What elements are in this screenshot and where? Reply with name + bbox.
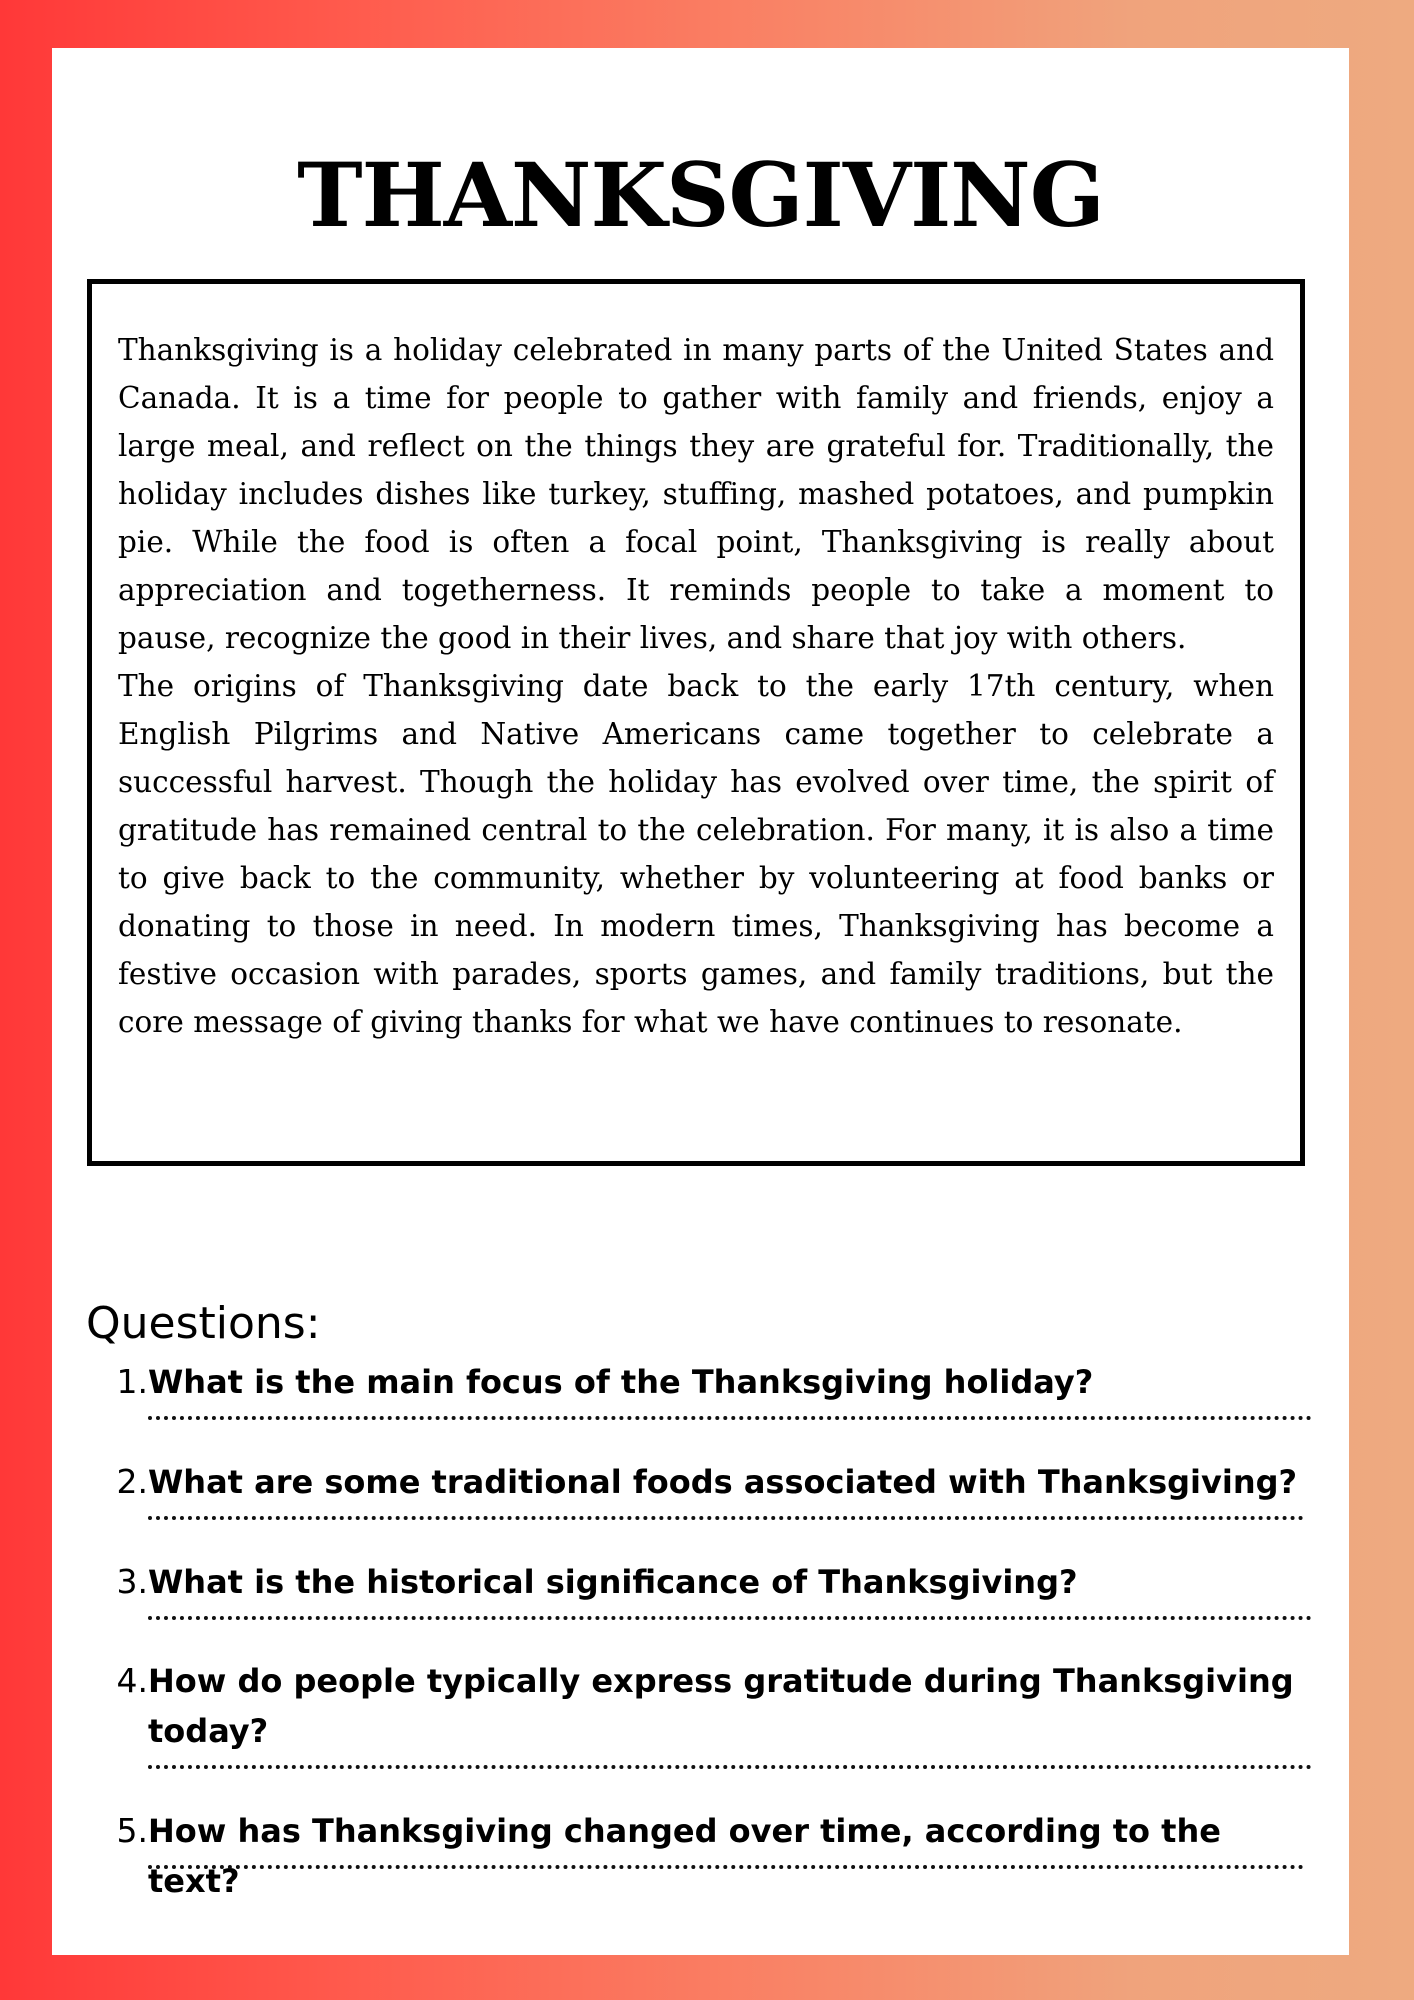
answer-line[interactable] <box>148 1765 1312 1769</box>
question-number: 4. <box>116 1661 148 1700</box>
worksheet-page <box>52 48 1349 1955</box>
questions-heading: Questions: <box>86 1298 321 1349</box>
answer-line[interactable] <box>148 1416 1312 1420</box>
question-number: 1. <box>116 1362 148 1401</box>
answer-line[interactable] <box>148 1865 1304 1869</box>
question-number: 3. <box>116 1562 148 1601</box>
question-number: 2. <box>116 1462 148 1501</box>
question-text: How has Thanksgiving changed over time, according to the text? <box>148 1812 1221 1900</box>
reading-passage-box <box>87 279 1305 1166</box>
page-title: THANKSGIVING <box>297 143 1104 247</box>
question-text: What is the main focus of the Thanksgiving holiday? <box>148 1363 1094 1401</box>
question-number: 5. <box>116 1811 148 1850</box>
answer-line[interactable] <box>148 1616 1312 1620</box>
answer-line[interactable] <box>148 1516 1304 1520</box>
passage-paragraph-2: The origins of Thanksgiving date back to the early 17th century, when English Pilgrims and Native Americans came together to celebrate a successful harvest. Though the holiday has evolved over time, the spirit of gratitude has remained central to the celebration. For many, it is also a time to give back to the community, whether by volunteering at food banks or donating to those in need. In modern times, Thanksgiving has become a festive occasion with parades, sports games, and family traditions, but the core message of giving thanks for what we have continues to resonate. <box>118 669 1274 1039</box>
question-text: How do people typically express gratitude during Thanksgiving today? <box>148 1662 1294 1750</box>
passage-paragraph-1: Thanksgiving is a holiday celebrated in many parts of the United States and Canada. It is a time for people to gather with family and friends, enjoy a large meal, and reflect on the things they are grateful for. Traditionally, the holiday includes dishes like turkey, stuffing, mashed potatoes, and pumpkin pie. While the food is often a focal point, Thanksgiving is really about appreciation and togetherness. It reminds people to take a moment to pause, recognize the good in their lives, and share that joy with others. <box>118 333 1274 655</box>
question-text: What are some traditional foods associated with Thanksgiving? <box>148 1463 1298 1501</box>
question-text: What is the historical significance of Thanksgiving? <box>148 1563 1078 1601</box>
